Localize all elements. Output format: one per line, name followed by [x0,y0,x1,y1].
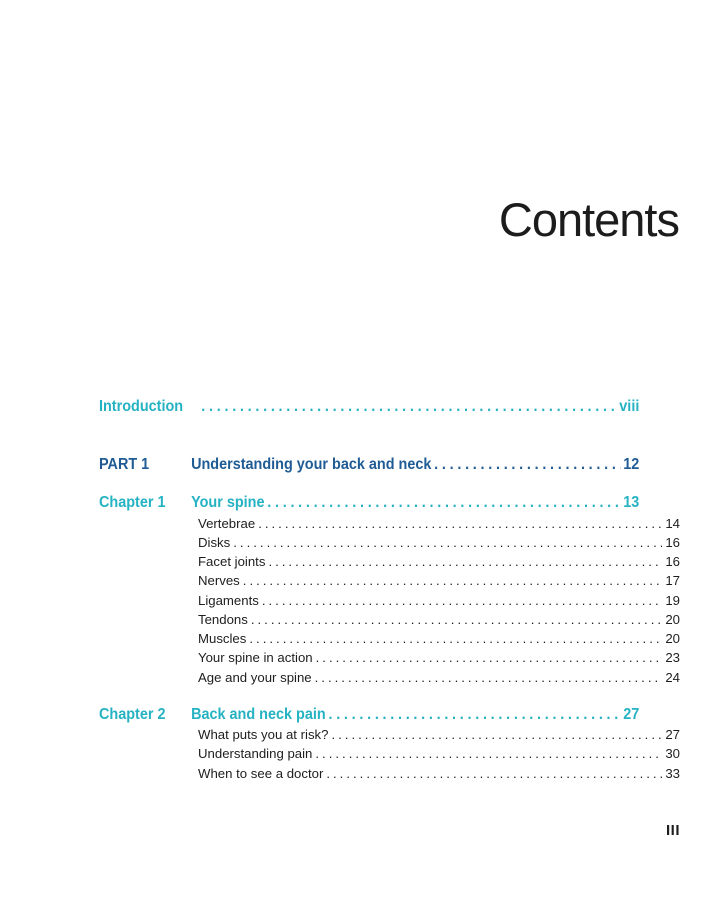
toc-item-title: Facet joints [198,554,266,569]
toc-item-page: 20 [665,631,680,646]
toc-item-page: 33 [665,766,680,781]
toc-item-page: 23 [665,650,680,665]
part-page: 12 [623,456,640,473]
toc-item[interactable] [99,746,680,761]
dot-leader [326,766,662,781]
toc-item-title: Your spine in action [198,650,313,665]
toc-item-title: Muscles [198,631,247,646]
dot-leader [331,727,662,742]
introduction-page: viii [619,398,640,415]
introduction-label: Introduction [99,398,184,415]
chapter-label: Chapter 1 [99,494,166,511]
toc-chapter-2[interactable] [99,706,639,724]
dot-leader [201,398,616,416]
dot-leader [249,631,662,646]
part-title: Understanding your back and neck [191,456,432,473]
part-label: PART 1 [99,456,150,473]
toc-item[interactable] [99,670,680,685]
dot-leader [268,554,662,569]
chapter-title: Back and neck pain [191,706,326,723]
toc-item-title: Tendons [198,612,248,627]
dot-leader [251,612,662,627]
toc-item-title: When to see a doctor [198,766,324,781]
toc-item-page: 14 [665,516,680,531]
toc-item[interactable] [99,516,680,531]
dot-leader [258,516,662,531]
toc-item-page: 16 [665,554,680,569]
chapter-label: Chapter 2 [99,706,166,723]
toc-item-title: What puts you at risk? [198,727,329,742]
toc-item[interactable] [99,593,680,608]
toc-item[interactable] [99,535,680,550]
toc-item[interactable] [99,650,680,665]
toc-item[interactable] [99,612,680,627]
toc-item-title: Nerves [198,573,240,588]
toc-chapter-1[interactable] [99,494,639,512]
toc-item[interactable] [99,727,680,742]
dot-leader [315,746,662,761]
toc-item-title: Understanding pain [198,746,313,761]
toc-item-page: 20 [665,612,680,627]
toc-part-1[interactable] [99,456,639,474]
toc-item-page: 24 [665,670,680,685]
toc-item-title: Vertebrae [198,516,256,531]
toc-item[interactable] [99,766,680,781]
toc-introduction[interactable] [99,398,639,416]
page-title: Contents [498,193,679,246]
chapter-title: Your spine [191,494,265,511]
dot-leader [233,535,662,550]
toc-item-page: 17 [665,573,680,588]
toc-item-page: 16 [665,535,680,550]
toc-item-title: Ligaments [198,593,259,608]
dot-leader [243,573,663,588]
chapter-page: 27 [623,706,640,723]
toc-item-title: Age and your spine [198,670,312,685]
dot-leader [315,670,663,685]
dot-leader [316,650,663,665]
toc-item-page: 27 [665,727,680,742]
chapter-page: 13 [623,494,640,511]
toc-item[interactable] [99,631,680,646]
page-number: III [665,822,680,839]
toc-item-title: Disks [198,535,231,550]
dot-leader [267,494,620,512]
toc-item-page: 19 [665,593,680,608]
dot-leader [262,593,662,608]
dot-leader [328,706,620,724]
toc-item[interactable] [99,554,680,569]
toc-item[interactable] [99,573,680,588]
toc-item-page: 30 [665,746,680,761]
dot-leader [434,456,620,474]
